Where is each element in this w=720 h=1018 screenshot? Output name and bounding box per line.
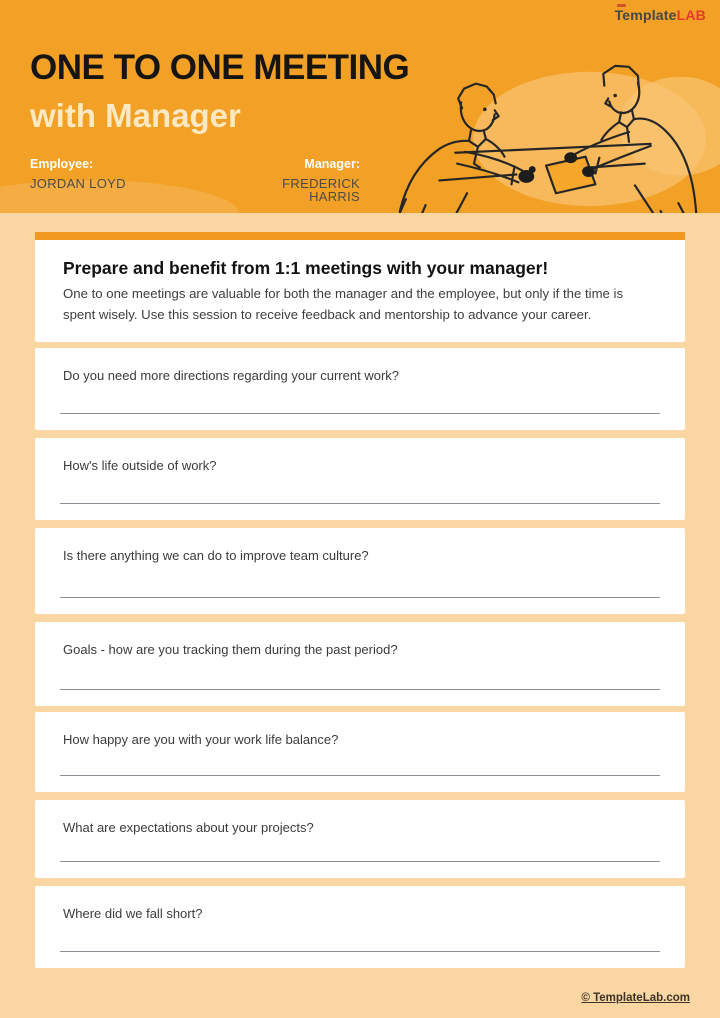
answer-line[interactable] — [60, 689, 660, 690]
question-text: Goals - how are you tracking them during the past period? — [63, 642, 398, 657]
logo-part-template: Template — [614, 7, 677, 23]
answer-line[interactable] — [60, 775, 660, 776]
question-text: Is there anything we can do to improve team culture? — [63, 548, 369, 563]
answer-line[interactable] — [60, 951, 660, 952]
answer-line[interactable] — [60, 861, 660, 862]
intro-body: One to one meetings are valuable for both the manager and the employee, but only if the time is spent wisely. Use this session to receive feedback and mentorship to advance your career. — [63, 286, 624, 322]
logo-mark-icon — [617, 4, 626, 7]
question-card — [35, 438, 685, 520]
question-text: Where did we fall short? — [63, 906, 203, 921]
page-subtitle: with Manager — [30, 97, 241, 134]
question-card — [35, 886, 685, 968]
meeting-illustration — [380, 55, 720, 213]
employee-field — [30, 158, 126, 190]
question-card — [35, 712, 685, 792]
page-title: ONE TO ONE MEETING — [30, 48, 410, 87]
question-card — [35, 800, 685, 878]
question-card — [35, 528, 685, 614]
answer-line[interactable] — [60, 597, 660, 598]
question-card — [35, 348, 685, 430]
manager-label: Manager: — [304, 157, 360, 171]
question-card — [35, 622, 685, 706]
intro-heading: Prepare and benefit from 1:1 meetings with your manager! — [63, 258, 549, 278]
question-text: How happy are you with your work life balance? — [63, 732, 339, 747]
intro-card — [35, 232, 685, 342]
employee-name: JORDAN LOYD — [30, 175, 126, 191]
footer-credit-link[interactable]: © TemplateLab.com — [581, 992, 690, 1004]
employee-label: Employee: — [30, 157, 94, 171]
question-text: Do you need more directions regarding your current work? — [63, 368, 400, 383]
logo-part-lab: LAB — [676, 7, 706, 23]
manager-name: FREDERICK HARRIS — [282, 175, 360, 204]
answer-line[interactable] — [60, 503, 660, 504]
templatelab-logo[interactable] — [615, 8, 706, 22]
question-text: How's life outside of work? — [63, 458, 217, 473]
question-text: What are expectations about your projects? — [63, 820, 314, 835]
manager-field — [240, 158, 360, 203]
accent-bar — [35, 232, 685, 240]
answer-line[interactable] — [60, 413, 660, 414]
header-banner — [0, 0, 720, 213]
